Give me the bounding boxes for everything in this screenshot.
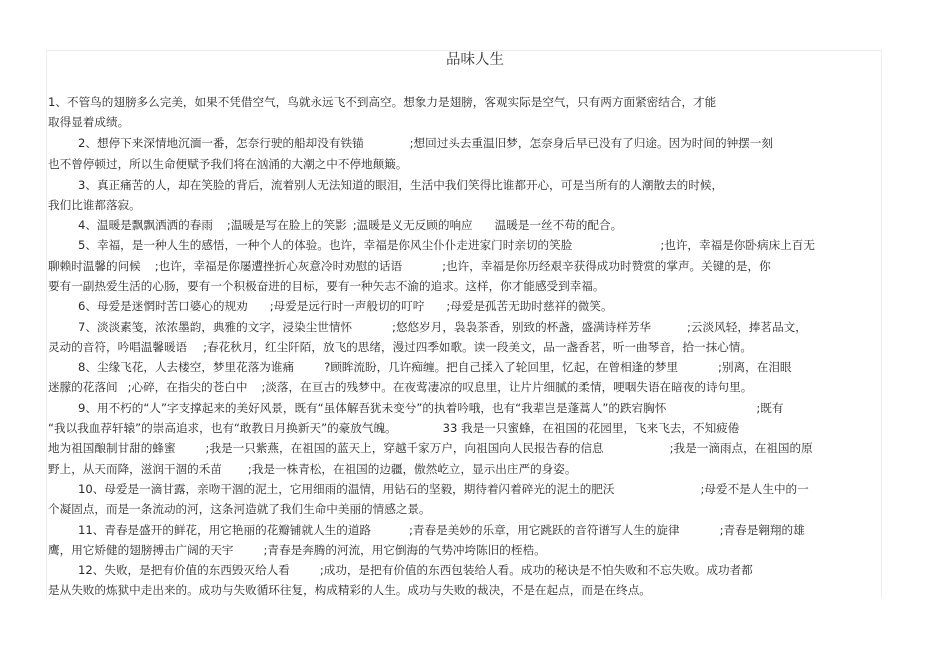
text-line: 12、失败，是把有价值的东西毁灭给人看 ;成功，是把有价值的东西包装给人看。成功的秘诀是不怕失败和不忘失败。成功者都 — [78, 563, 753, 577]
text-line: 11、青春是盛开的鲜花，用它艳丽的花瓣铺就人生的道路 ;青春是美妙的乐章，用它跳跃的音符谱写人生的旋律 ;青春是翱翔的雄 — [78, 523, 805, 537]
text-line: 我们比谁都落寂。 — [48, 198, 141, 212]
text-line: 鹰，用它矫健的翅膀搏击广阔的天宇 ;青春是奔腾的河流，用它倒海的气势冲垮陈旧的桎梏。 — [48, 543, 546, 557]
text-line: 地为祖国酿制甘甜的蜂蜜 ;我是一只紫燕，在祖国的蓝天上，穿越千家万户，向祖国向人民报告春的信息 ;我是一滴雨点，在祖国的原 — [48, 441, 813, 455]
text-line: 2、想停下来深情地沉湎一番，怎奈行驶的船却没有铁锚 ;想回过头去重温旧梦，怎奈身后早已没有了归途。因为时间的钟摆一刻 — [78, 136, 773, 150]
text-line: 3、真正痛苦的人，却在笑脸的背后，流着别人无法知道的眼泪，生活中我们笑得比谁都开心，可是当所有的人潮散去的时候， — [78, 178, 724, 192]
text-line: 个凝固点，而是一条流动的河，这条河造就了我们生命中美丽的情感之景。 — [48, 502, 431, 516]
text-line: 要有一副热爱生活的心肠，要有一个积极奋进的目标，要有一种矢志不渝的追求。这样，你才能感受到幸福。 — [48, 279, 605, 293]
text-line: 取得显着成绩。 — [48, 115, 130, 129]
text-line: 聊赖时温馨的问候 ;也许，幸福是你屡遭挫折心灰意冷时劝慰的话语 ;也许，幸福是你历经艰辛获得成功时赞赏的掌声。关键的是，你 — [48, 259, 771, 273]
document-title: 品味人生 — [446, 52, 504, 68]
text-line: 6、母爱是迷惘时苦口婆心的规劝 ;母爱是远行时一声般切的叮咛 ;母爱是孤苦无助时慈祥的微笑。 — [78, 299, 613, 313]
text-line: 10、母爱是一滴甘露，亲吻干涸的泥土，它用细雨的温情，用钻石的坚毅，期待着闪着碎光的泥土的肥沃 ;母爱不是人生中的一 — [78, 482, 809, 496]
text-line: 9、用不朽的“人”字支撑起来的美好风景，既有“虽体解吾犹未变兮”的执着吟哦，也有“我辈岂是蓬蒿人”的跌宕胸怀 ;既有 — [78, 401, 784, 415]
text-line: 也不曾停顿过，所以生命便赋予我们将在汹涌的大潮之中不停地颠簸。 — [48, 157, 408, 171]
text-line: 1、不管鸟的翅膀多么完美，如果不凭借空气，鸟就永远飞不到高空。想象力是翅膀，客观实际是空气，只有两方面紧密结合，才能 — [48, 95, 717, 109]
text-line: “我以我血荐轩辕”的崇高追求，也有“敢教日月换新天”的豪放气魄。 33 我是一只蜜蜂，在祖国的花园里，飞来飞去，不知疲倦 — [48, 421, 740, 435]
text-line: 8、尘缘飞花，人去楼空，梦里花落为谁痛 ?顾眸流盼，几许痴缠。把自己揉入了轮回里，忆起，在曾相逢的梦里 ;别离，在泪眼 — [78, 360, 792, 374]
text-line: 是从失败的炼狱中走出来的。成功与失败循环往复，构成精彩的人生。成功与失败的裁决，不是在起点，而是在终点。 — [48, 583, 651, 597]
text-line: 5、幸福，是一种人生的感悟，一种个人的体验。也许，幸福是你风尘仆仆走进家门时亲切的笑脸 ;也许，幸福是你卧病床上百无 — [78, 238, 815, 252]
text-line: 迷朦的花落间 ;心碎，在指尖的苍白中 ;淡落，在亘古的残梦中。在夜莺凄凉的叹息里，让片片细腻的柔情，哽咽失语在暗夜的诗句里。 — [48, 380, 753, 394]
text-line: 7、淡淡素笺，浓浓墨韵，典雅的文字，浸染尘世情怀 ;悠悠岁月，袅袅茶香，别致的杯盏，盛满诗样芳华 ;云淡风轻，捧茗品文， — [78, 320, 807, 334]
text-line: 灵动的音符，吟唱温馨暖语 ;春花秋月，红尘阡陌，放飞的思绪，漫过四季如歌。读一段美文，品一盏香茗，听一曲琴音，拾一抹心情。 — [48, 340, 752, 354]
text-line: 野上，从天而降，滋润干涸的禾苗 ;我是一株青松，在祖国的边疆，傲然屹立，显示出庄严的身姿。 — [48, 462, 577, 476]
text-line: 4、温暖是飘飘洒洒的春雨 ;温暖是写在脸上的笑影 ;温暖是义无反顾的响应 温暖是一丝不苟的配合。 — [78, 218, 623, 232]
